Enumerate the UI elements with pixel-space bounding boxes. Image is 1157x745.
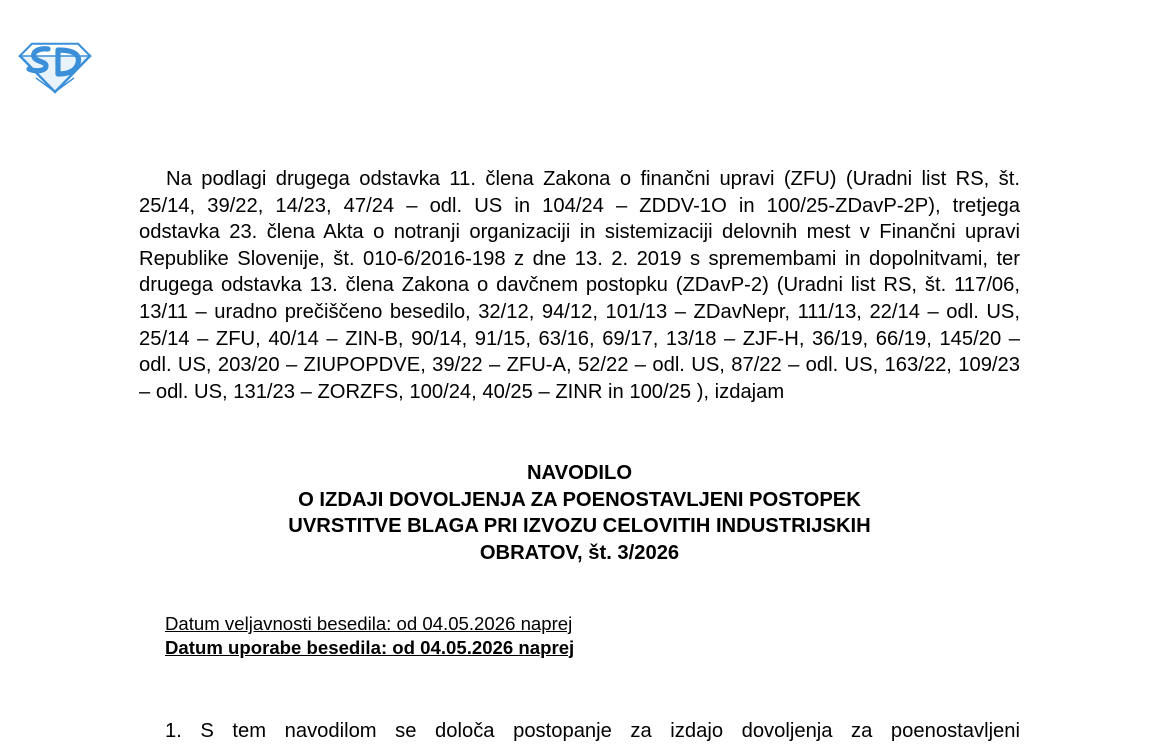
title-line-3: UVRSTITVE BLAGA PRI IZVOZU CELOVITIH INDUSTRIJSKIH bbox=[288, 515, 871, 538]
title-line-2: O IZDAJI DOVOLJENJA ZA POENOSTAVLJENI POSTOPEK bbox=[298, 488, 861, 511]
title-line-4: OBRATOV, št. 3/2026 bbox=[479, 541, 680, 564]
title-line-1: NAVODILO bbox=[526, 462, 633, 484]
sd-logo-icon bbox=[18, 40, 92, 94]
intro-paragraph: Na podlagi drugega odstavka 11. člena Zakona o finančni upravi (ZFU) (Uradni list RS, št. 25/14, 39/22, 14/23, 47/24 – odl. US in 104/24 – ZDDV-1O in 100/25-ZDavP-2P), tretjega odstavka 23. člena Akta o notranji organizaciji in sistemizaciji delovnih mest v Finančni upravi Republike Slovenije, št. 010-6/2016-198 z dne 13. 2. 2019 s spremembami in dopolnitvami, ter drugega odstavka 13. člena Zakona o davčnem postopku (ZDavP-2) (Uradni list RS, št. 117/06, 13/11 – uradno prečiščeno besedilo, 32/12, 94/12, 101/13 – ZDavNepr, 111/13, 22/14 – odl. US, 25/14 – ZFU, 40/14 – ZIN-B, 90/14, 91/15, 63/16, 69/17, 13/18 – ZJF-H, 36/19, 66/19, 145/20 – odl. US, 203/20 – ZIUPOPDVE, 39/22 – ZFU-A, 52/22 – odl. US, 87/22 – odl. US, 163/22, 109/23 – odl. US, 131/23 – ZORZFS, 100/24, 40/25 – ZINR in 100/25 ), izdajam bbox=[139, 168, 1020, 403]
usage-date: Datum uporabe besedila: od 04.05.2026 naprej bbox=[165, 636, 575, 658]
validity-date: Datum veljavnosti besedila: od 04.05.2026 naprej bbox=[165, 613, 573, 634]
dates-block bbox=[165, 612, 574, 659]
point-1-paragraph: 1. S tem navodilom se določa postopanje za izdajo dovoljenja za poenostavljeni bbox=[165, 720, 1020, 742]
document-title bbox=[139, 460, 1020, 566]
